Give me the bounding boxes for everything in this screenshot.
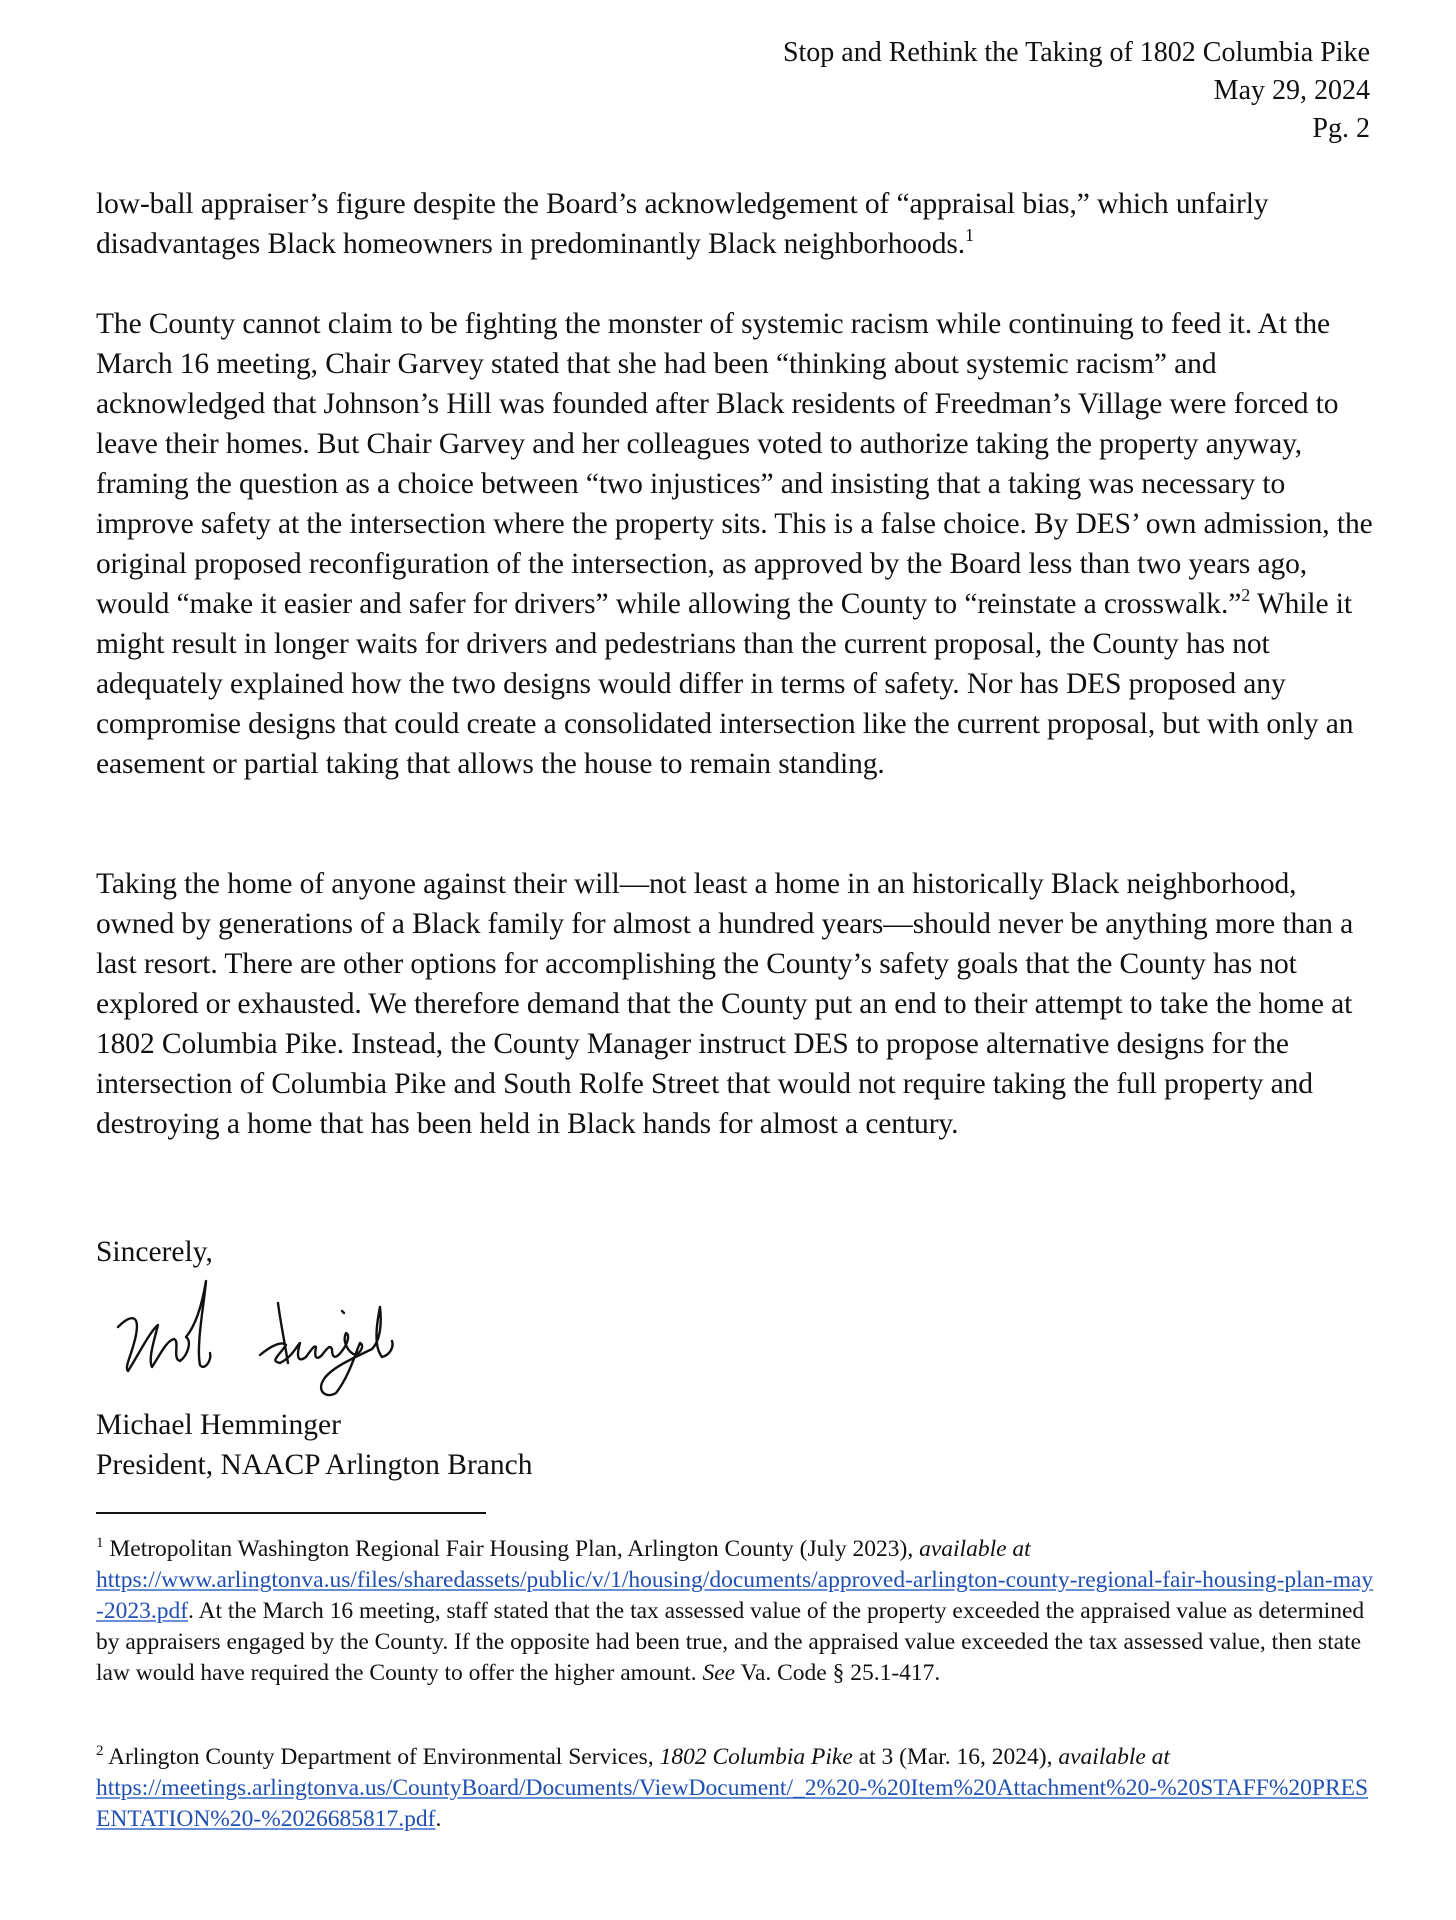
paragraph-3: [96, 864, 1376, 1144]
footnote-1-text-b: . At the March 16 meeting, staff stated that the tax assessed value of the property exceeded the appraised value as determined by appraisers engaged by the County. If the opposite had been true, and the appraised value exceeded the tax assessed value, then state law would have required the County to offer the higher amount.: [96, 1598, 1365, 1686]
closing-salutation: Sincerely,: [96, 1236, 213, 1268]
footnote-1-text-c: Va. Code § 25.1-417.: [735, 1660, 941, 1686]
footnote-2-link[interactable]: https://meetings.arlingtonva.us/CountyBoard/Documents/ViewDocument/_2%20-%20Item%20Attachment%20-%20STAFF%20PRESENTATION%20-%2026685817.pdf: [96, 1775, 1369, 1832]
signer-name: Michael Hemminger: [96, 1409, 341, 1441]
paragraph-2: [96, 304, 1376, 784]
footnote-2-italic-a: 1802 Columbia Pike: [659, 1744, 853, 1770]
footnote-1-italic-b: See: [702, 1660, 736, 1686]
footnote-ref-2[interactable]: 2: [1241, 585, 1251, 605]
footnote-2-italic-b: available at: [1058, 1744, 1170, 1770]
paragraph-1-text: low-ball appraiser’s figure despite the Board’s acknowledgement of “appraisal bias,” which unfairly disadvantages Black homeowners in predominantly Black neighborhoods.: [96, 188, 1269, 260]
footnote-1-italic-a: available at: [919, 1536, 1031, 1562]
page-header: [783, 34, 1370, 148]
footnote-ref-1[interactable]: 1: [965, 225, 974, 245]
footnote-divider: [96, 1512, 486, 1514]
paragraph-1: [96, 184, 1376, 264]
footnote-1-number: 1: [96, 1535, 104, 1551]
paragraph-2-text-b: While it might result in longer waits for drivers and pedestrians than the current proposal, the County has not adequately explained how the two designs would differ in terms of safety. Nor has DES proposed any compromise designs that could create a consolidated intersection like the current proposal, but with only an easement or partial taking that allows the house to remain standing.: [96, 588, 1354, 780]
footnote-2: [96, 1742, 1376, 1835]
footnote-1-text-a: Metropolitan Washington Regional Fair Housing Plan, Arlington County (July 2023),: [103, 1536, 920, 1562]
signer-title: President, NAACP Arlington Branch: [96, 1449, 533, 1481]
footnote-1-link[interactable]: https://www.arlingtonva.us/files/sharedassets/public/v/1/housing/documents/approved-arlington-county-regional-fair-housing-plan-may-2023.pdf: [96, 1567, 1374, 1624]
footnote-1: [96, 1534, 1376, 1689]
header-page-number: Pg. 2: [1312, 113, 1370, 144]
header-title: Stop and Rethink the Taking of 1802 Columbia Pike: [782, 37, 1370, 68]
signature-icon: [110, 1275, 440, 1400]
footnote-2-text-c: .: [435, 1806, 442, 1832]
footnote-2-number: 2: [96, 1743, 104, 1759]
paragraph-3-text: Taking the home of anyone against their will—not least a home in an historically Black neighborhood, owned by generations of a Black family for almost a hundred years—should never be anything more than a last resort. There are other options for accomplishing the County’s safety goals that the County has not explored or exhausted. We therefore demand that the County put an end to their attempt to take the home at 1802 Columbia Pike. Instead, the County Manager instruct DES to propose alternative designs for the intersection of Columbia Pike and South Rolfe Street that would not require taking the full property and destroying a home that has been held in Black hands for almost a century.: [96, 868, 1354, 1140]
footnote-2-text-b: at 3 (Mar. 16, 2024),: [852, 1744, 1059, 1770]
header-date: May 29, 2024: [1213, 75, 1370, 106]
footnote-2-text-a: Arlington County Department of Environmental Services,: [103, 1744, 660, 1770]
paragraph-2-text-a: The County cannot claim to be fighting the monster of systemic racism while continuing to feed it. At the March 16 meeting, Chair Garvey stated that she had been “thinking about systemic racism” and acknowledged that Johnson’s Hill was founded after Black residents of Freedman’s Village were forced to leave their homes. But Chair Garvey and her colleagues voted to authorize taking the property anyway, framing the question as a choice between “two injustices” and insisting that a taking was necessary to improve safety at the intersection where the property sits. This is a false choice. By DES’ own admission, the original proposed reconfiguration of the intersection, as approved by the Board less than two years ago, would “make it easier and safer for drivers” while allowing the County to “reinstate a crosswalk.”: [96, 308, 1373, 620]
signer-block: [96, 1405, 532, 1485]
